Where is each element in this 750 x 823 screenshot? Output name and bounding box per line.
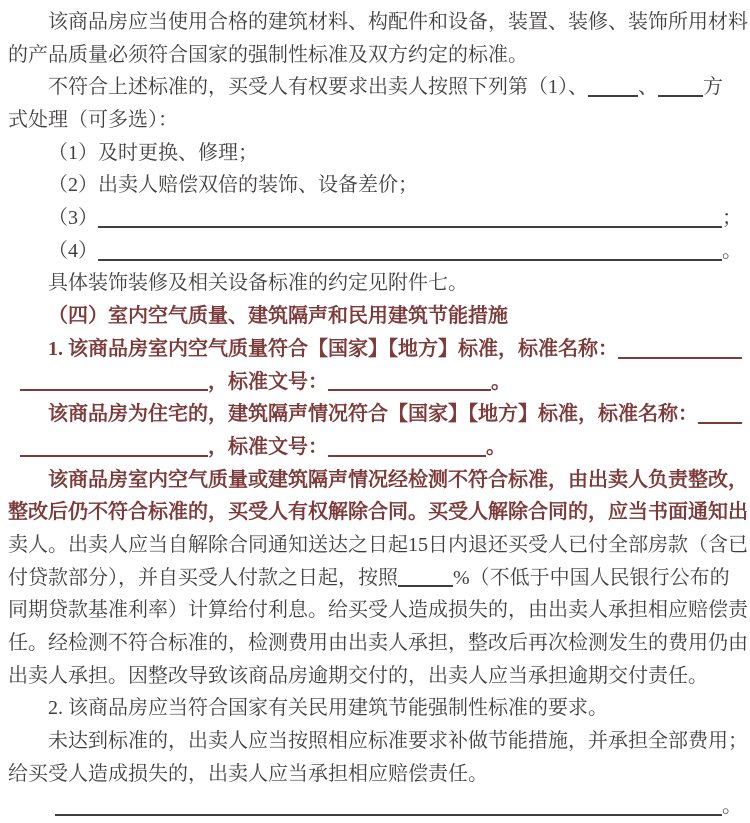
text-segment: （4）	[48, 239, 98, 262]
document-line	[8, 758, 742, 791]
text-segment: （四）室内空气质量、建筑隔声和民用建筑节能措施	[48, 305, 508, 328]
text-segment: 任。经检测不符合标准的，检测费用由出卖人承担，整改后再次检测发生的费用仍由	[8, 632, 748, 655]
blank-fill-in-field	[618, 357, 742, 359]
document-line	[8, 71, 742, 104]
text-segment: 2. 该商品房应当符合国家有关民用建筑节能强制性标准的要求。	[48, 697, 608, 720]
blank-fill-in-field	[20, 455, 208, 457]
document-line	[8, 725, 748, 758]
blank-fill-in-field	[698, 422, 742, 424]
blank-fill-in-field	[398, 585, 453, 587]
document-line	[8, 235, 742, 268]
document-line	[8, 594, 748, 627]
document-line	[8, 268, 742, 301]
document-line	[8, 496, 748, 529]
text-segment: ，标准文号：	[208, 435, 328, 458]
text-segment: 同期贷款基准利率）计算给付利息。给买受人造成损失的，由出卖人承担相应赔偿责	[8, 599, 748, 622]
text-segment: （3）	[48, 207, 98, 230]
text-segment: （2）出卖人赔偿双倍的装饰、设备差价；	[48, 174, 418, 197]
text-segment: 的产品质量必须符合国家的强制性标准及双方约定的标准。	[8, 43, 528, 66]
document-line	[8, 627, 748, 660]
blank-fill-in-field	[588, 95, 638, 97]
document-line	[8, 104, 742, 137]
text-segment: ，标准文号：	[208, 370, 328, 393]
text-segment: 不符合上述标准的，买受人有权要求出卖人按照下列第（1）、	[48, 76, 588, 99]
document-line	[8, 6, 748, 39]
blank-fill-in-field	[328, 455, 486, 457]
text-segment: 未达到标准的，出卖人应当按照相应标准要求补做节能措施，并承担全部费用；	[48, 730, 748, 753]
text-segment: 整改后仍不符合标准的，买受人有权解除合同。买受人解除合同的，应当书面通知出	[8, 501, 748, 524]
text-segment: 该商品房为住宅的，建筑隔声情况符合【国家】【地方】标准，标准名称：	[48, 403, 698, 426]
document-line	[8, 791, 742, 823]
text-segment: 具体装饰装修及相关设备标准的约定见附件七。	[48, 272, 468, 295]
text-segment: 方	[703, 76, 723, 99]
document-line	[8, 398, 742, 431]
text-segment: 、	[638, 76, 658, 99]
document-line	[8, 529, 748, 562]
document-line	[8, 431, 742, 464]
document-line	[8, 333, 742, 366]
document-line	[8, 300, 742, 333]
document-line	[8, 562, 742, 595]
text-segment: 。	[722, 795, 742, 818]
document-line	[8, 169, 742, 202]
text-segment: 。	[491, 370, 511, 393]
document-line	[8, 692, 742, 725]
text-segment: 。	[486, 435, 506, 458]
blank-fill-in-field	[328, 389, 491, 391]
text-segment: 卖人。出卖人应当自解除合同通知送达之日起15日内退还买受人已付全部房款（含已	[8, 533, 748, 556]
text-segment: 该商品房应当使用合格的建筑材料、构配件和设备，装置、装修、装饰所用材料	[48, 10, 748, 33]
text-segment: 出卖人承担。因整改导致该商品房逾期交付的，出卖人应当承担逾期交付责任。	[8, 664, 708, 687]
blank-fill-in-field	[98, 226, 722, 228]
blank-fill-in-field	[55, 814, 722, 816]
text-segment: 该商品房室内空气质量或建筑隔声情况经检测不符合标准，由出卖人负责整改，	[48, 468, 748, 491]
document-line	[8, 464, 748, 497]
text-segment: %（不低于中国人民银行公布的	[453, 566, 730, 589]
blank-fill-in-field	[20, 389, 208, 391]
document-line	[8, 366, 742, 399]
text-segment: 。	[722, 239, 742, 262]
text-segment: 给买受人造成损失的，出卖人应当承担相应赔偿责任。	[8, 762, 488, 785]
document-line	[8, 137, 742, 170]
text-segment: ；	[722, 207, 742, 230]
text-segment: （1）及时更换、修理；	[48, 141, 258, 164]
document-line	[8, 39, 742, 72]
document-line	[8, 202, 742, 235]
blank-fill-in-field	[98, 259, 722, 261]
text-segment: 式处理（可多选）：	[8, 109, 178, 132]
blank-fill-in-field	[658, 95, 703, 97]
text-segment: 付贷款部分），并自买受人付款之日起，按照	[8, 566, 398, 589]
document-body	[8, 6, 748, 823]
document-line	[8, 660, 742, 693]
text-segment: 1. 该商品房室内空气质量符合【国家】【地方】标准，标准名称：	[48, 337, 618, 360]
